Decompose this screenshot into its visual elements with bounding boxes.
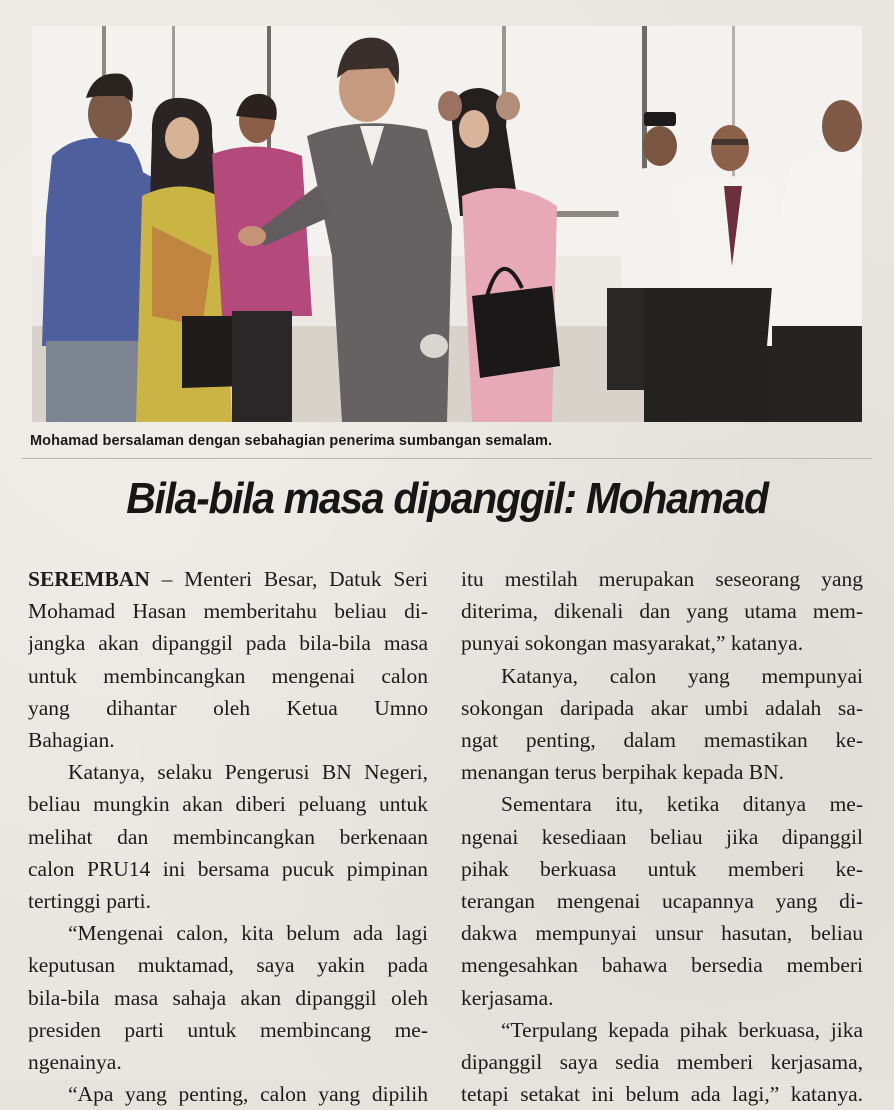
article-line: ngenainya. [28,1050,122,1075]
article-line: Katanya, calon yang mempunyai [501,663,863,688]
article-line: dipanggil saya sedia memberi kerjasama, [461,1050,863,1075]
article-line: melihat dan membincangkan berkenaan [28,824,428,849]
article-line: Mohamad Hasan memberitahu beliau di- [28,599,428,624]
article-line: Sementara itu, ketika ditanya me- [501,792,863,817]
news-photo [32,26,862,422]
article-line: terangan mengenai ucapannya yang di- [461,889,863,914]
article-line: diterima, dikenali dan yang utama mem- [461,599,863,624]
article-line: beliau mungkin akan diberi peluang untuk [28,792,428,817]
article-line: menangan terus berpihak kepada BN. [461,760,784,785]
article-column-left [28,563,428,1110]
article-line: calon PRU14 ini bersama pucuk pimpinan [28,856,428,881]
photo-caption: Mohamad bersalaman dengan sebahagian penerima sumbangan semalam. [30,433,553,449]
photo-illustration [32,26,862,422]
article-line: untuk membincangkan mengenai calon [28,663,428,688]
article-line: punyai sokongan masyarakat,” katanya. [461,631,804,656]
article-line: itu mestilah merupakan seseorang yang [461,567,863,591]
headline: Bila-bila masa dipanggil: Mohamad [126,474,768,523]
article-line: dakwa mempunyai unsur hasutan, beliau [461,921,863,946]
article-line: kerjasama. [461,985,554,1010]
article-line: ngenai kesediaan beliau jika dipanggil [461,824,863,849]
caption-divider [22,458,872,459]
article-line: ngat penting, dalam memastikan ke- [461,728,863,753]
article-line: pihak berkuasa untuk memberi ke- [461,856,863,881]
dateline: SEREMBAN [28,567,150,591]
article-line: keputusan muktamad, saya yakin pada [28,953,428,978]
article-line: mengesahkan bahawa bersedia memberi [461,953,863,978]
article-line: “Apa yang penting, calon yang dipilih [68,1082,428,1107]
article-line: bila-bila masa sahaja akan dipanggil oleh [28,985,428,1010]
article-line: jangka akan dipanggil pada bila-bila masa [28,631,428,656]
article-line: “Terpulang kepada pihak berkuasa, jika [501,1017,863,1042]
article-line: tertinggi parti. [28,889,151,914]
article-line: tetapi setakat ini belum ada lagi,” katanya. [461,1082,863,1107]
article-line: yang dihantar oleh Ketua Umno [28,695,428,720]
article-column-right [461,563,863,1110]
article-line: “Mengenai calon, kita belum ada lagi [68,921,428,946]
article-line: sokongan daripada akar umbi adalah sa- [461,695,863,720]
article-line: presiden parti untuk membincang me- [28,1017,428,1042]
article-line: Bahagian. [28,728,115,753]
article-line: SEREMBAN – Menteri Besar, Datuk Seri [28,567,428,591]
article-line: Katanya, selaku Pengerusi BN Negeri, [68,760,428,785]
